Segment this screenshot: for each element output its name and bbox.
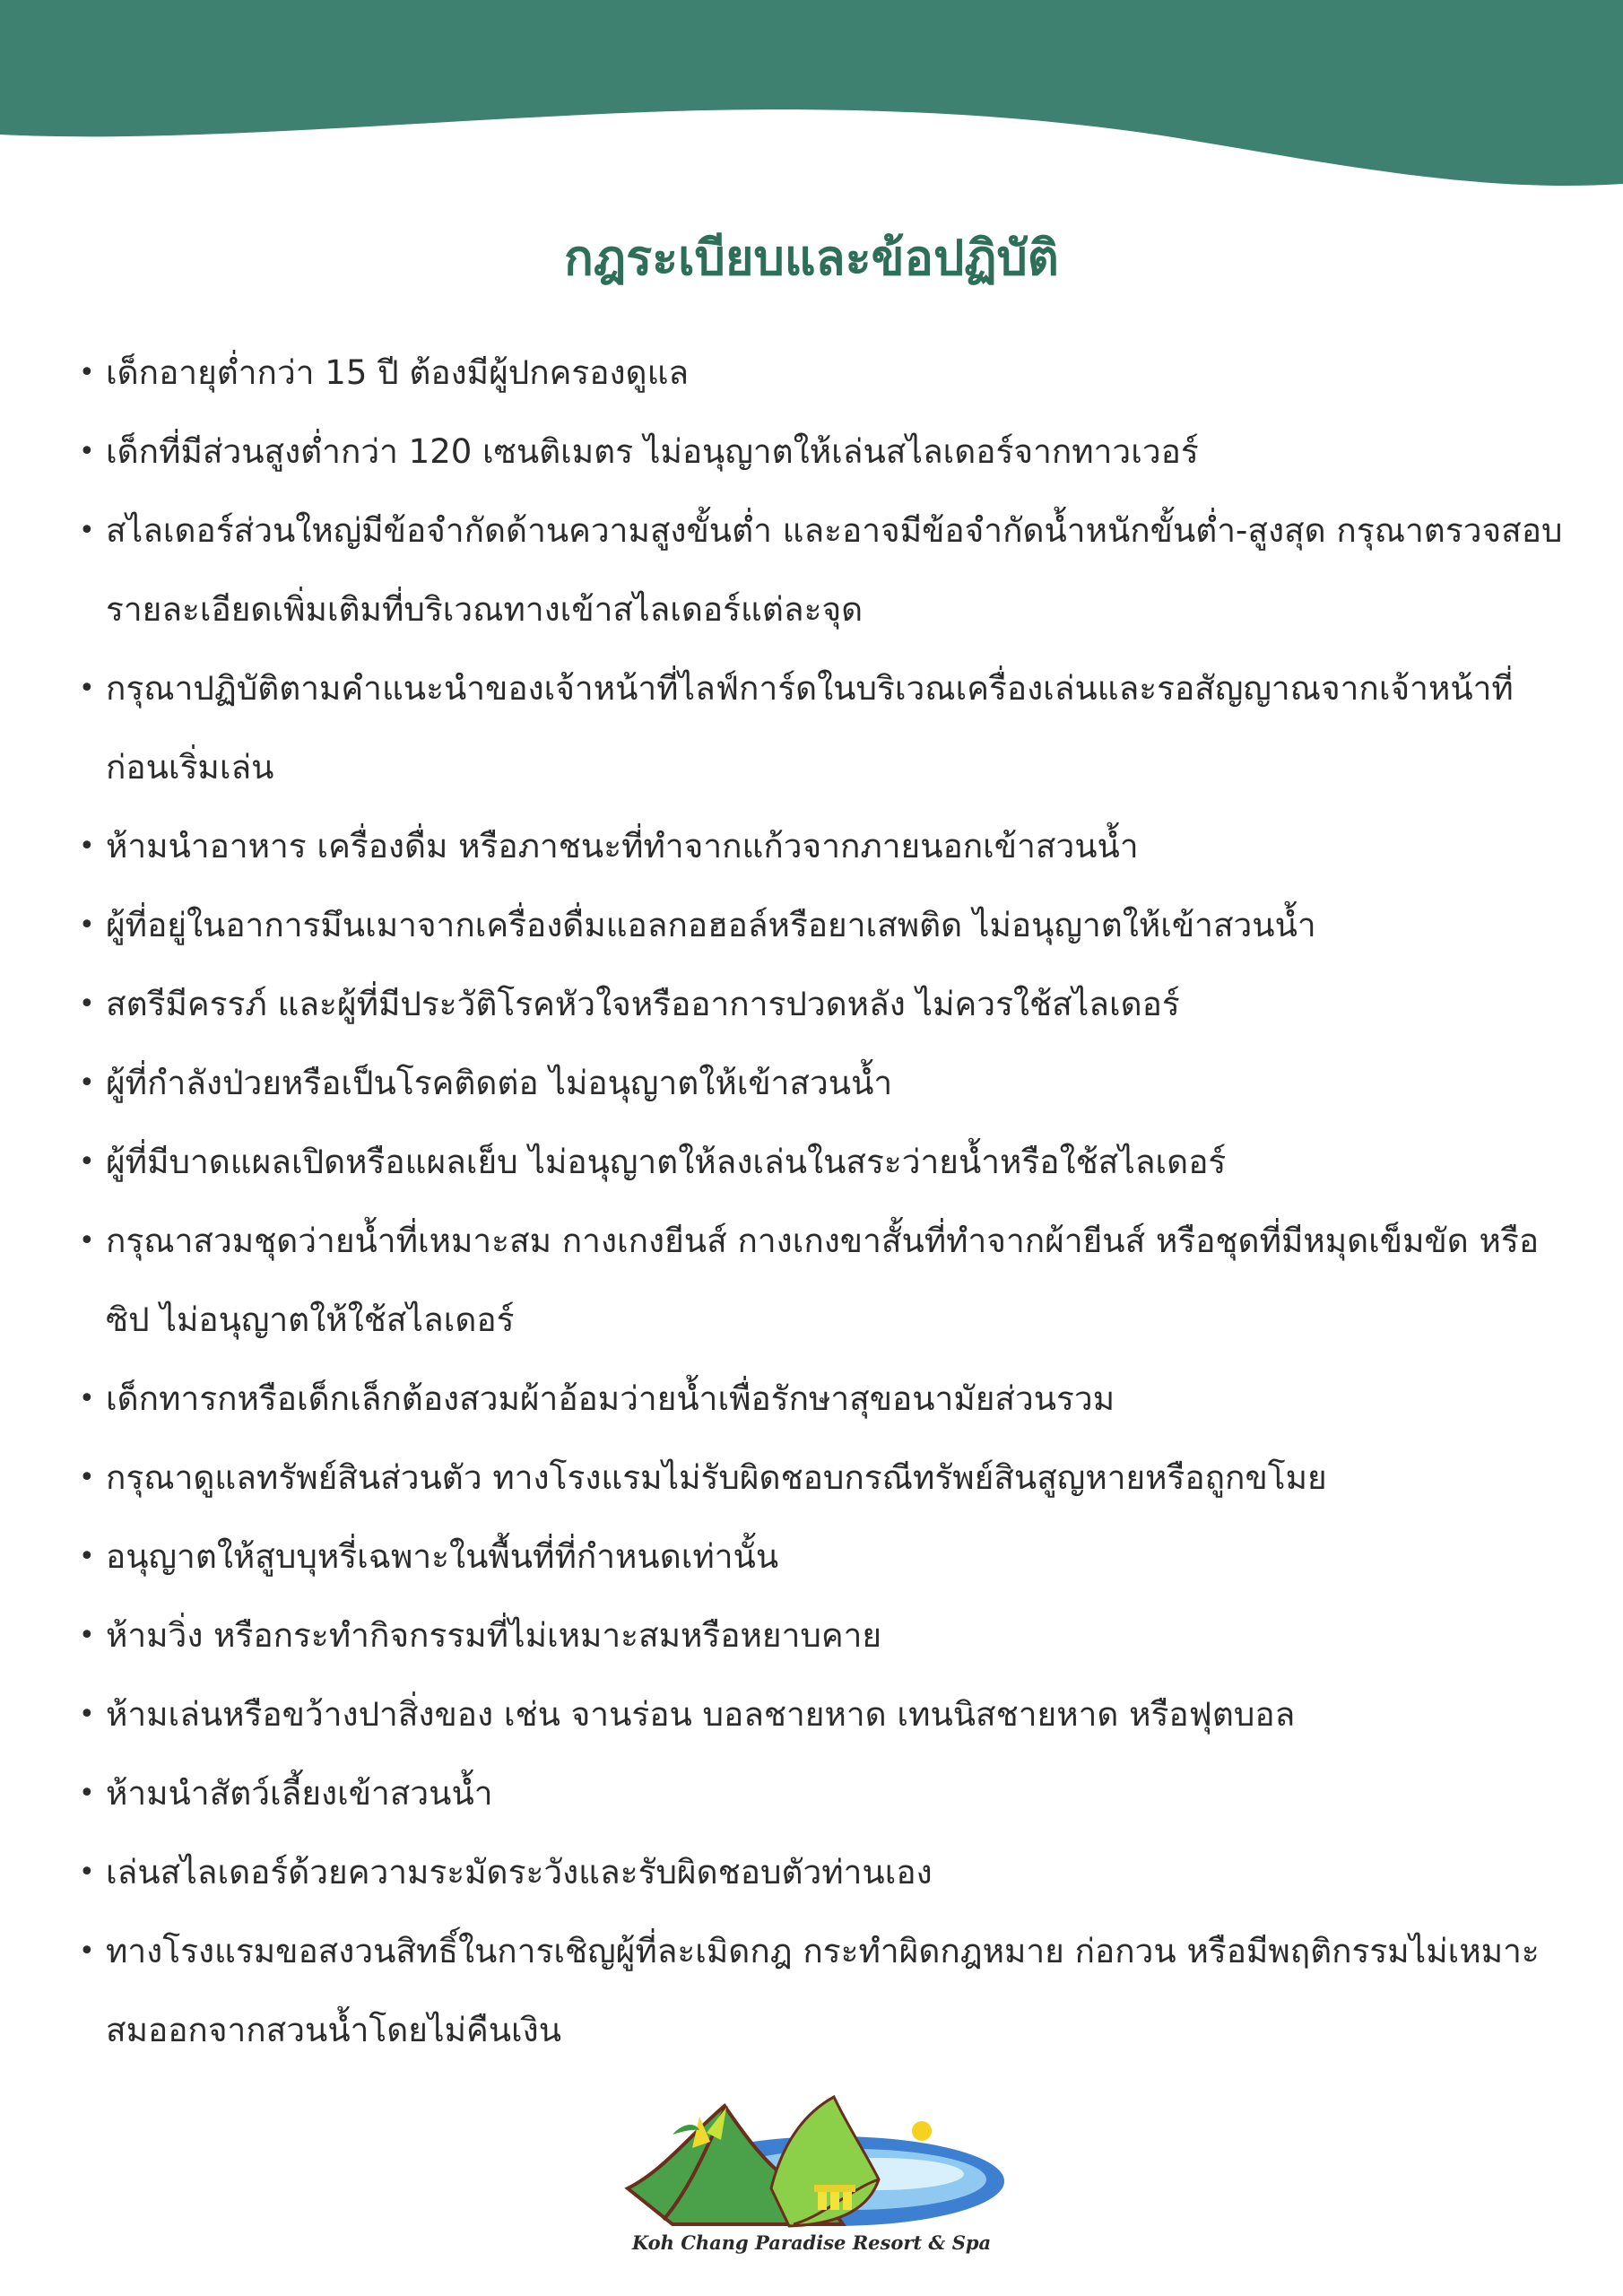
- bullet-icon: •: [79, 1225, 95, 1257]
- rule-item: [79, 1518, 1567, 1596]
- rule-item: [79, 649, 1567, 807]
- bullet-icon: •: [79, 1146, 95, 1178]
- rule-item: [79, 1675, 1567, 1754]
- bullet-icon: •: [79, 1067, 95, 1099]
- bullet-icon: •: [79, 1935, 95, 1967]
- bullet-icon: •: [79, 1541, 95, 1572]
- rule-text: ผู้ที่อยู่ในอาการมึนเมาจากเครื่องดื่มแอลกอฮอล์หรือยาเสพติด ไม่อนุญาตให้เข้าสวนน้ำ: [106, 906, 1316, 944]
- rule-text: เด็กทารกหรือเด็กเล็กต้องสวมผ้าอ้อมว่ายน้ำเพื่อรักษาสุขอนามัยส่วนรวม: [106, 1379, 1115, 1418]
- bullet-icon: •: [79, 357, 95, 388]
- header-wave: [0, 0, 1623, 188]
- bullet-icon: •: [79, 1778, 95, 1809]
- rule-item: [79, 1202, 1567, 1360]
- rule-text: ผู้ที่มีบาดแผลเปิดหรือแผลเย็บ ไม่อนุญาตให้ลงเล่นในสระว่ายน้ำหรือใช้สไลเดอร์: [106, 1143, 1227, 1181]
- bullet-icon: •: [79, 1462, 95, 1493]
- rule-item: [79, 1833, 1567, 1912]
- rule-item: [79, 1754, 1567, 1833]
- rule-text: ห้ามนำสัตว์เลี้ยงเข้าสวนน้ำ: [106, 1774, 493, 1813]
- rule-text: ผู้ที่กำลังป่วยหรือเป็นโรคติดต่อ ไม่อนุญาตให้เข้าสวนน้ำ: [106, 1064, 893, 1102]
- rule-text: เด็กอายุต่ำกว่า 15 ปี ต้องมีผู้ปกครองดูแล: [106, 353, 690, 392]
- rule-item: [79, 1044, 1567, 1123]
- rule-text: เล่นสไลเดอร์ด้วยความระมัดระวังและรับผิดชอบตัวท่านเอง: [106, 1853, 933, 1892]
- rule-item: [79, 491, 1567, 649]
- logo-caption: Koh Chang Paradise Resort & Spa: [631, 2231, 992, 2254]
- bullet-icon: •: [79, 673, 95, 704]
- rule-item: [79, 965, 1567, 1044]
- bullet-icon: •: [79, 831, 95, 862]
- rule-item: [79, 1123, 1567, 1202]
- rule-item: [79, 807, 1567, 886]
- bullet-icon: •: [79, 1857, 95, 1888]
- rule-item: [79, 334, 1567, 413]
- rule-item: [79, 413, 1567, 491]
- bullet-icon: •: [79, 436, 95, 467]
- rule-text: กรุณาปฏิบัติตามคำแนะนำของเจ้าหน้าที่ไลฟ์การ์ดในบริเวณเครื่องเล่นและรอสัญญาณจากเจ้าหน้าที่ก่อนเริ่มเล่น: [106, 669, 1514, 787]
- rule-text: อนุญาตให้สูบบุหรี่เฉพาะในพื้นที่ที่กำหนดเท่านั้น: [106, 1537, 779, 1576]
- page-title: กฎระเบียบและข้อปฏิบัติ: [564, 230, 1059, 286]
- rule-text: ทางโรงแรมขอสงวนสิทธิ์ในการเชิญผู้ที่ละเมิดกฎ กระทำผิดกฎหมาย ก่อกวน หรือมีพฤติกรรมไม่เหมาะสมออกจากสวนน้ำโดยไม่คืนเงิน: [106, 1932, 1540, 2049]
- rule-text: ห้ามเล่นหรือขว้างปาสิ่งของ เช่น จานร่อน บอลชายหาด เทนนิสชายหาด หรือฟุตบอล: [106, 1695, 1296, 1734]
- rule-item: [79, 1360, 1567, 1439]
- bullet-icon: •: [79, 1699, 95, 1730]
- bullet-icon: •: [79, 1383, 95, 1414]
- rule-text: สไลเดอร์ส่วนใหญ่มีข้อจำกัดด้านความสูงขั้นต่ำ และอาจมีข้อจำกัดน้ำหนักขั้นต่ำ-สูงสุด กรุณาตรวจสอบรายละเอียดเพิ่มเติมที่บริเวณทางเข้าสไลเดอร์แต่ละจุด: [106, 511, 1563, 629]
- rule-item: [79, 1912, 1567, 2070]
- resort-logo-icon: [610, 2081, 1013, 2251]
- rule-text: กรุณาสวมชุดว่ายน้ำที่เหมาะสม กางเกงยีนส์ กางเกงขาสั้นที่ทำจากผ้ายีนส์ หรือชุดที่มีหมุดเข็มขัด หรือซิป ไม่อนุญาตให้ใช้สไลเดอร์: [106, 1222, 1540, 1339]
- rule-text: เด็กที่มีส่วนสูงต่ำกว่า 120 เซนติเมตร ไม่อนุญาตให้เล่นสไลเดอร์จากทาวเวอร์: [106, 432, 1199, 471]
- rules-list: [79, 334, 1567, 2070]
- rule-text: กรุณาดูแลทรัพย์สินส่วนตัว ทางโรงแรมไม่รับผิดชอบกรณีทรัพย์สินสูญหายหรือถูกขโมย: [106, 1458, 1327, 1497]
- bullet-icon: •: [79, 515, 95, 546]
- rule-text: ห้ามวิ่ง หรือกระทำกิจกรรมที่ไม่เหมาะสมหรือหยาบคาย: [106, 1616, 882, 1655]
- bullet-icon: •: [79, 909, 95, 941]
- rule-item: [79, 886, 1567, 965]
- rule-text: สตรีมีครรภ์ และผู้ที่มีประวัติโรคหัวใจหรืออาการปวดหลัง ไม่ควรใช้สไลเดอร์: [106, 985, 1180, 1023]
- bullet-icon: •: [79, 1620, 95, 1651]
- rule-item: [79, 1596, 1567, 1675]
- rule-item: [79, 1439, 1567, 1518]
- rule-text: ห้ามนำอาหาร เครื่องดื่ม หรือภาชนะที่ทำจากแก้วจากภายนอกเข้าสวนน้ำ: [106, 827, 1139, 865]
- bullet-icon: •: [79, 988, 95, 1020]
